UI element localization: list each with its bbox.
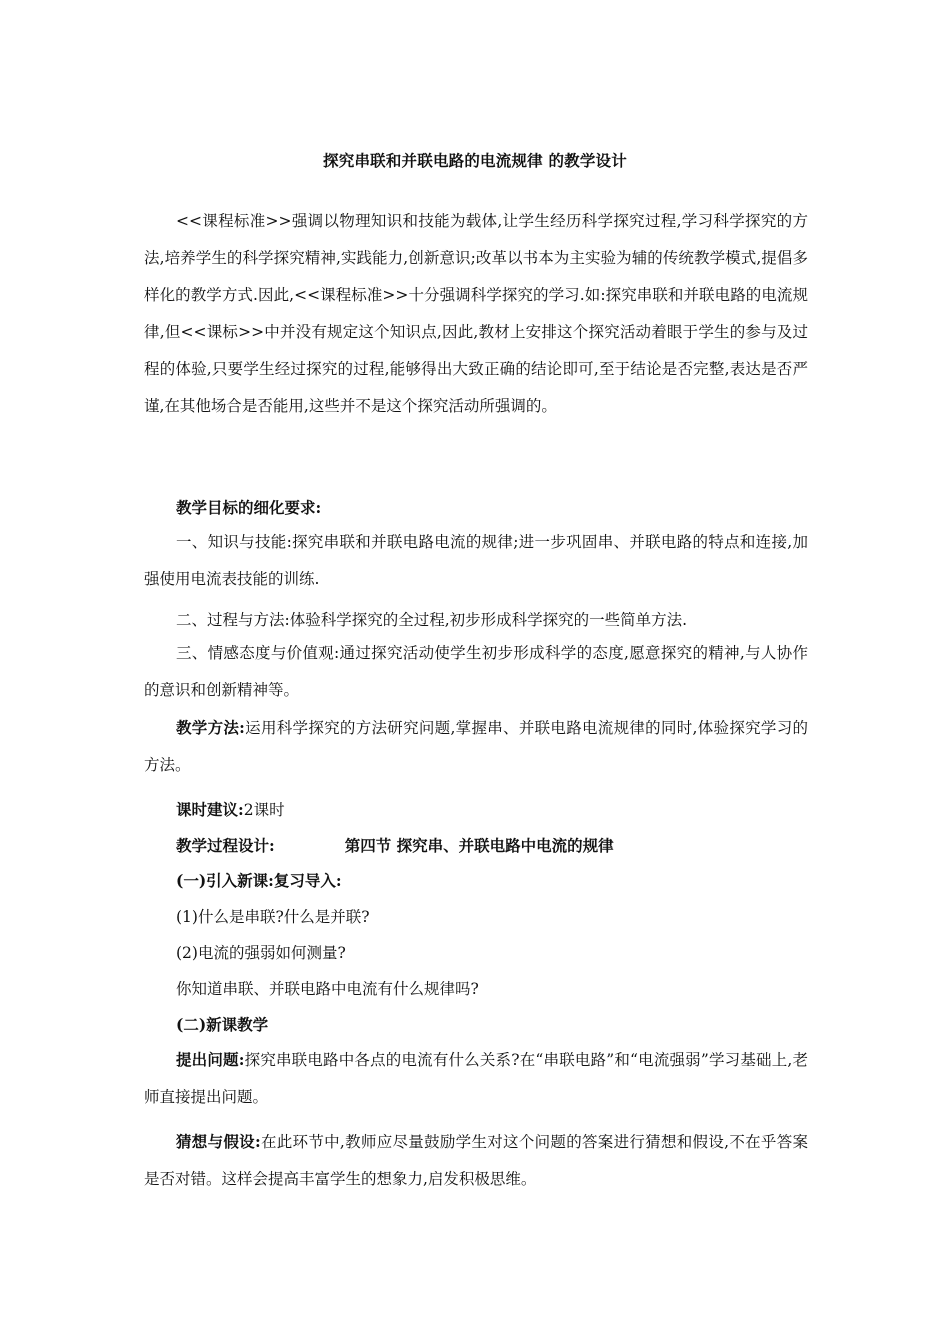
part2-heading: (二)新课教学 [176, 1015, 269, 1034]
question-2: (2)电流的强弱如何测量? [176, 944, 346, 962]
goals-heading: 教学目标的细化要求: [176, 498, 322, 517]
process-line [176, 836, 614, 856]
guess-text: 在此环节中,教师应尽量鼓励学生对这个问题的答案进行猜想和假设,不在乎答案是否对错。这样会提高丰富学生的想象力,启发积极思维。 [144, 1133, 808, 1188]
intro-paragraph: <<课程标准>>强调以物理知识和技能为载体,让学生经历科学探究过程,学习科学探究的方法,培养学生的科学探究精神,实践能力,创新意识;改革以书本为主实验为辅的传统教学模式,提倡多样化的教学方式.因此,<<课程标准>>十分强调科学探究的学习.如:探究串联和并联电路的电流规律,但<<课标>>中并没有规定这个知识点,因此,教材上安排这个探究活动着眼于学生的参与及过程的体验,只要学生经过探究的过程,能够得出大致正确的结论即可,至于结论是否完整,表达是否严谨,在其他场合是否能用,这些并不是这个探究活动所强调的。 [144, 212, 808, 415]
question-3: 你知道串联、并联电路中电流有什么规律吗? [176, 980, 479, 998]
ask-question-label: 提出问题: [176, 1050, 245, 1069]
class-hours-label: 课时建议: [176, 800, 244, 819]
goal-process-methods: 二、过程与方法:体验科学探究的全过程,初步形成科学探究的一些简单方法. [176, 611, 688, 629]
class-hours-value: 2课时 [243, 801, 285, 819]
process-section-title: 第四节 探究串、并联电路中电流的规律 [344, 836, 614, 855]
guess-paragraph [144, 1123, 808, 1198]
goal-attitude-values: 三、情感态度与价值观:通过探究活动使学生初步形成科学的态度,愿意探究的精神,与人协作的意识和创新精神等。 [144, 644, 808, 699]
guess-label: 猜想与假设: [176, 1132, 261, 1151]
ask-question-text: 探究串联电路中各点的电流有什么关系?在“串联电路”和“电流强弱”学习基础上,老师直接提出问题。 [144, 1051, 808, 1106]
goal-knowledge-skills: 一、知识与技能:探究串联和并联电路电流的规律;进一步巩固串、并联电路的特点和连接,加强使用电流表技能的训练. [144, 533, 808, 588]
teaching-method-text: 运用科学探究的方法研究问题,掌握串、并联电路电流规律的同时,体验探究学习的方法。 [144, 719, 808, 774]
question-1: (1)什么是串联?什么是并联? [176, 908, 370, 926]
teaching-method-paragraph [144, 709, 808, 784]
ask-question-paragraph [144, 1041, 808, 1116]
process-label: 教学过程设计: [176, 836, 275, 855]
part1-heading: (一)引入新课:复习导入: [176, 871, 342, 890]
teaching-method-label: 教学方法: [176, 718, 245, 737]
class-hours-line [176, 800, 285, 820]
document-title: 探究串联和并联电路的电流规律 的教学设计 [323, 151, 627, 170]
